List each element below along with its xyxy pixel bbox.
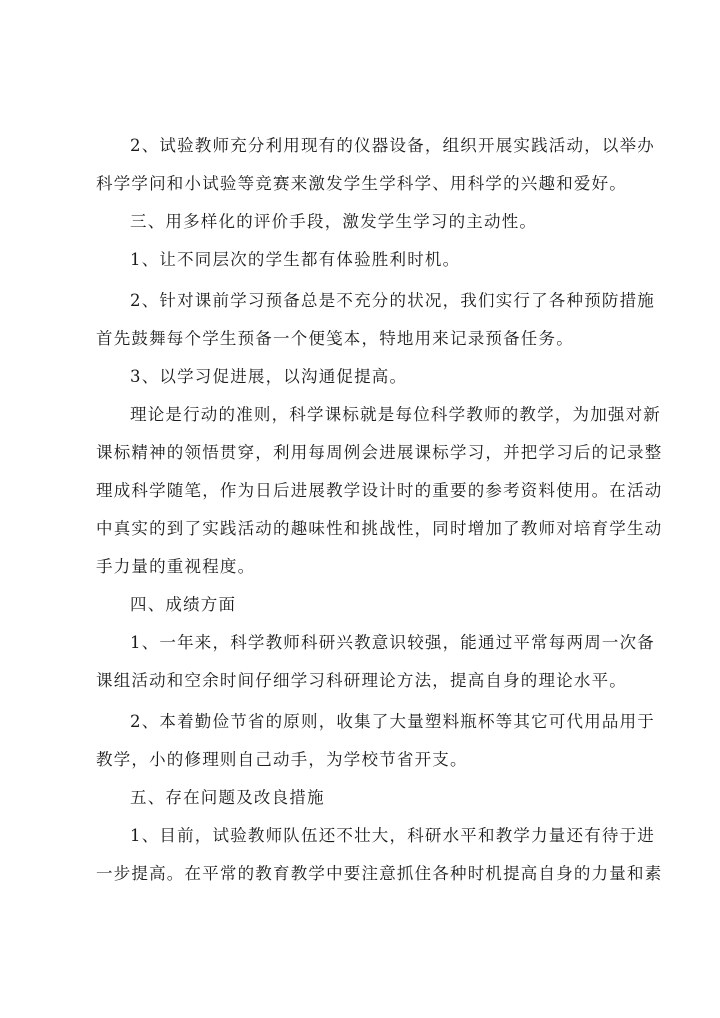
paragraph-preparation-measures (96, 282, 655, 358)
text-line: 教学，小的修理则自己动手，为学校节省开支。 (96, 750, 468, 769)
heading-section-three (96, 203, 636, 241)
text-line: 科学学问和小试验等竞赛来激发学生学科学、用科学的兴趣和爱好。 (96, 174, 627, 193)
text-line: 五、存在问题及改良措施 (130, 788, 325, 807)
text-line: 2、本着勤俭节省的原则，收集了大量塑料瓶杯等其它可代用品用于 (130, 712, 655, 731)
paragraph-thrift-principle (96, 703, 655, 779)
text-line: 课标精神的领悟贯穿，利用每周例会进展课标学习，并把学习后的记录整 (96, 443, 663, 462)
text-line: 三、用多样化的评价手段，激发学生学习的主动性。 (130, 212, 538, 231)
text-line: 1、让不同层次的学生都有体验胜利时机。 (130, 250, 461, 269)
text-line: 理论是行动的准则，科学课标就是每位科学教师的教学，为加强对新 (130, 405, 661, 424)
paragraph-research-awareness (96, 624, 655, 700)
paragraph-theory-standards (96, 396, 663, 586)
text-line: 手力量的重视程度。 (96, 557, 256, 576)
heading-section-five (96, 779, 636, 817)
paragraph-equipment-activities (96, 127, 655, 203)
text-line: 中真实的到了实践活动的趣味性和挑战性，同时增加了教师对培育学生动 (96, 519, 663, 538)
text-line: 2、针对课前学习预备总是不充分的状况，我们实行了各种预防措施 (130, 291, 655, 310)
paragraph-learning-progress (96, 358, 636, 396)
text-line: 3、以学习促进展，以沟通促提高。 (130, 367, 408, 386)
text-line: 课组活动和空余时间仔细学习科研理论方法，提高自身的理论水平。 (96, 671, 627, 690)
paragraph-current-issues (96, 817, 663, 893)
text-line: 一步提高。在平常的教育教学中要注意抓住各种时机提高自身的力量和素 (96, 864, 663, 883)
text-line: 四、成绩方面 (130, 595, 237, 614)
text-line: 首先鼓舞每个学生预备一个便笺本，特地用来记录预备任务。 (96, 329, 574, 348)
heading-section-four (96, 586, 636, 624)
text-line: 1、一年来，科学教师科研兴教意识较强，能通过平常每两周一次备 (130, 633, 655, 652)
paragraph-success-experience (96, 241, 636, 279)
text-line: 1、目前，试验教师队伍还不壮大，科研水平和教学力量还有待于进 (130, 826, 655, 845)
text-line: 理成科学随笔，作为日后进展教学设计时的重要的参考资料使用。在活动 (96, 481, 663, 500)
text-line: 2、试验教师充分利用现有的仪器设备，组织开展实践活动，以举办 (130, 136, 655, 155)
